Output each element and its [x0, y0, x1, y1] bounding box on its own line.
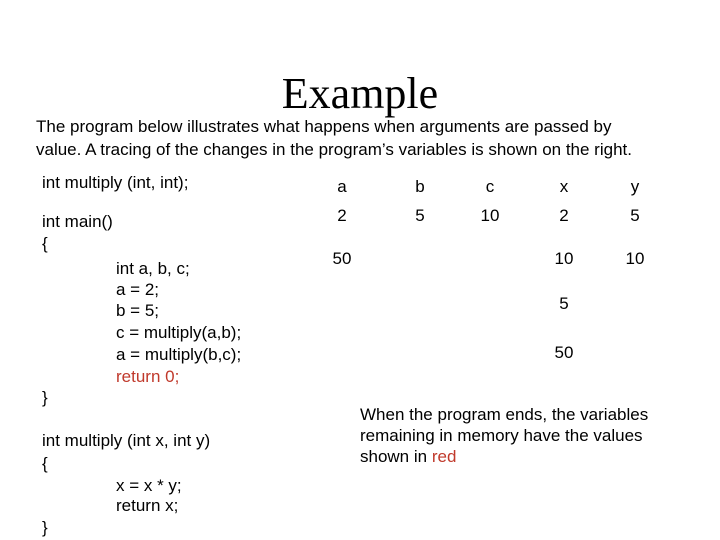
code-close-brace-2: } — [42, 518, 48, 537]
trace-value-x-2: 10 — [554, 249, 574, 268]
code-main-signature: int main() — [42, 212, 113, 231]
code-multiply-body: x = x * y; — [116, 476, 182, 495]
trace-header-x: x — [559, 177, 569, 196]
trace-header-a: a — [337, 177, 347, 196]
trace-value-b: 5 — [415, 206, 425, 225]
trace-value-y-2: 10 — [625, 249, 645, 268]
code-assign-b: b = 5; — [116, 301, 160, 320]
code-declaration: int a, b, c; — [116, 259, 190, 278]
code-return-zero: return 0; — [116, 367, 180, 386]
code-multiply-return: return x; — [116, 496, 179, 515]
trace-value-x: 2 — [559, 206, 569, 225]
intro-line-2: value. A tracing of the changes in the program’s variables is shown on the right. — [36, 140, 632, 159]
code-open-brace-2: { — [42, 454, 48, 473]
slide-title: Example — [281, 69, 439, 118]
end-note — [360, 404, 690, 467]
trace-value-y: 5 — [630, 206, 640, 225]
end-note-highlight: red — [431, 447, 457, 466]
trace-header-y: y — [630, 177, 640, 196]
trace-value-a-final: 50 — [332, 249, 352, 268]
trace-value-x-3: 5 — [559, 294, 569, 313]
code-assign-a2: a = multiply(b,c); — [116, 345, 242, 364]
trace-header-c: c — [485, 177, 495, 196]
code-prototype: int multiply (int, int); — [42, 173, 189, 192]
code-assign-c: c = multiply(a,b); — [116, 323, 242, 342]
code-multiply-signature: int multiply (int x, int y) — [42, 431, 211, 450]
trace-value-c: 10 — [480, 206, 500, 225]
intro-line-1: The program below illustrates what happens when arguments are passed by — [36, 117, 612, 136]
trace-value-a: 2 — [337, 206, 347, 225]
end-note-text: When the program ends, the variables remaining in memory have the values shown in — [360, 405, 649, 466]
code-assign-a: a = 2; — [116, 280, 160, 299]
trace-value-x-4: 50 — [554, 343, 574, 362]
code-open-brace: { — [42, 234, 48, 253]
code-close-brace: } — [42, 388, 48, 407]
trace-header-b: b — [415, 177, 425, 196]
